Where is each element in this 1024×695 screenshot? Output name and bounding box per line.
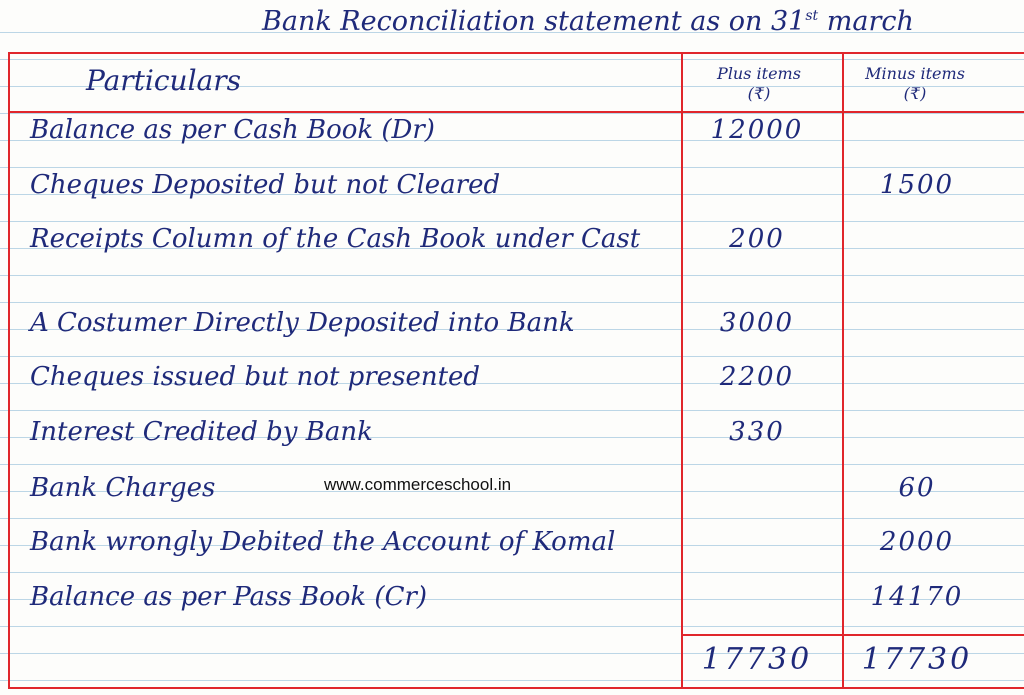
row-minus-amount: 60 bbox=[898, 473, 936, 503]
row-plus-amount: 2200 bbox=[719, 362, 795, 392]
row-minus-amount: 1500 bbox=[879, 170, 955, 200]
plus-items-label: Plus items bbox=[717, 64, 801, 83]
row-minus-amount: 2000 bbox=[879, 527, 955, 557]
row-particular: A Costumer Directly Deposited into Bank bbox=[30, 308, 575, 338]
total-top-border bbox=[681, 634, 1024, 636]
row-plus-amount: 330 bbox=[729, 417, 785, 447]
minus-total: 17730 bbox=[861, 642, 973, 677]
header-bottom-border bbox=[8, 111, 1024, 113]
row-particular: Receipts Column of the Cash Book under Cast bbox=[30, 224, 641, 254]
minus-items-label: Minus items bbox=[865, 64, 965, 83]
plus-items-header bbox=[684, 64, 834, 104]
table-bottom-border bbox=[8, 687, 1024, 689]
row-plus-amount: 3000 bbox=[719, 308, 795, 338]
particulars-header: Particulars bbox=[86, 64, 241, 97]
minus-items-header bbox=[840, 64, 990, 104]
row-particular: Balance as per Pass Book (Cr) bbox=[30, 582, 428, 612]
table-top-border bbox=[8, 52, 1024, 54]
row-plus-amount: 200 bbox=[729, 224, 785, 254]
row-particular: Cheques Deposited but not Cleared bbox=[30, 170, 501, 200]
statement-title: Bank Reconciliation statement as on 31st march bbox=[262, 6, 914, 37]
row-particular: Cheques issued but not presented bbox=[30, 362, 481, 392]
row-particular: Interest Credited by Bank bbox=[30, 417, 373, 447]
website-watermark: www.commerceschool.in bbox=[324, 475, 512, 494]
left-border bbox=[8, 52, 10, 689]
minus-items-unit: (₹) bbox=[903, 84, 927, 103]
row-particular: Bank Charges bbox=[30, 473, 216, 503]
row-particular: Bank wrongly Debited the Account of Komal bbox=[30, 527, 616, 557]
plus-items-unit: (₹) bbox=[747, 84, 771, 103]
plus-total: 17730 bbox=[701, 642, 813, 677]
row-plus-amount: 12000 bbox=[710, 115, 804, 145]
row-particular: Balance as per Cash Book (Dr) bbox=[30, 115, 435, 145]
row-minus-amount: 14170 bbox=[870, 582, 964, 612]
